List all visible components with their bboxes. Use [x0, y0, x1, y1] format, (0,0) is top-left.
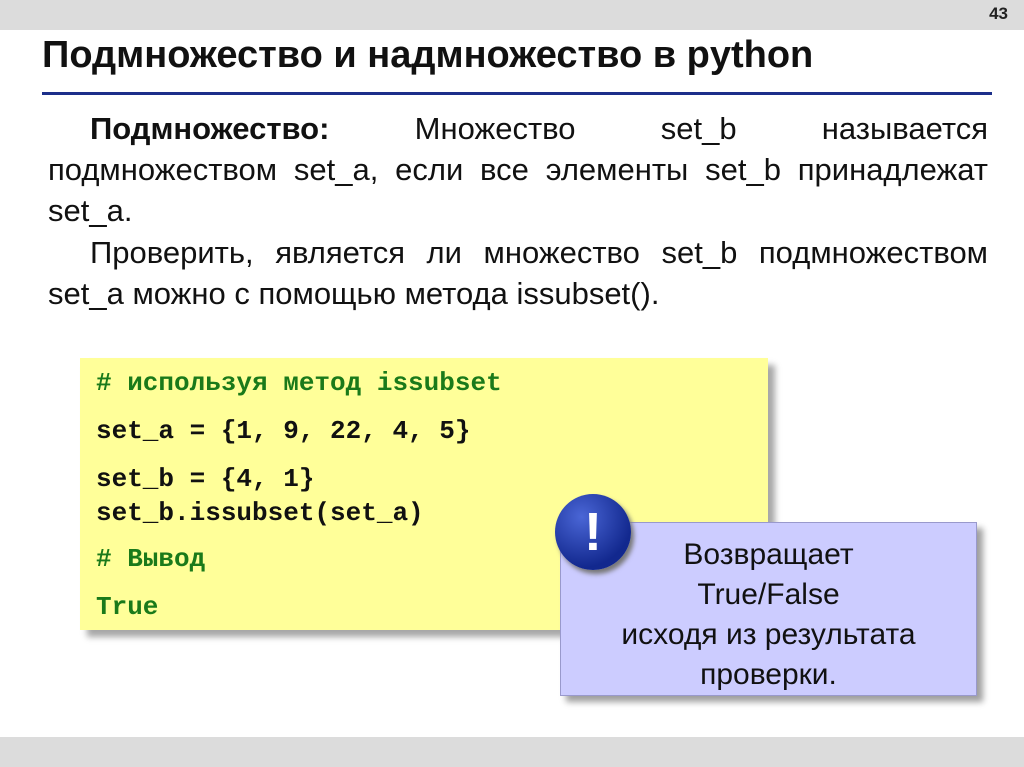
- note-line: Возвращает: [683, 538, 854, 571]
- note-line: исходя из результата: [621, 618, 916, 651]
- note-text: [561, 535, 976, 695]
- code-line-issubset-call: set_b.issubset(set_a): [96, 498, 424, 528]
- slide-title: Подмножество и надмножество в python: [42, 34, 814, 76]
- title-underline: [42, 92, 992, 95]
- exclamation-icon: !: [555, 494, 631, 570]
- top-bar: [0, 0, 1024, 30]
- definition-paragraph: [48, 108, 988, 231]
- definition-text: Множество set_b называется подмножеством set_a, если все элементы set_b принадлежат set_a.: [48, 111, 988, 228]
- note-line: True/False: [697, 578, 840, 611]
- code-line-set-b: set_b = {4, 1}: [96, 464, 315, 494]
- code-comment-line: # используя метод issubset: [96, 368, 502, 398]
- method-paragraph: Проверить, является ли множество set_b подмножеством set_a можно с помощью метода issubset().: [48, 235, 988, 311]
- note-line: проверки.: [700, 658, 837, 691]
- definition-term: Подмножество:: [90, 111, 330, 146]
- bottom-bar: [0, 737, 1024, 767]
- code-output-comment: # Вывод: [96, 544, 206, 574]
- code-line-set-a: set_a = {1, 9, 22, 4, 5}: [96, 416, 471, 446]
- code-output-value: True: [96, 592, 159, 622]
- page-number: 43: [989, 4, 1008, 23]
